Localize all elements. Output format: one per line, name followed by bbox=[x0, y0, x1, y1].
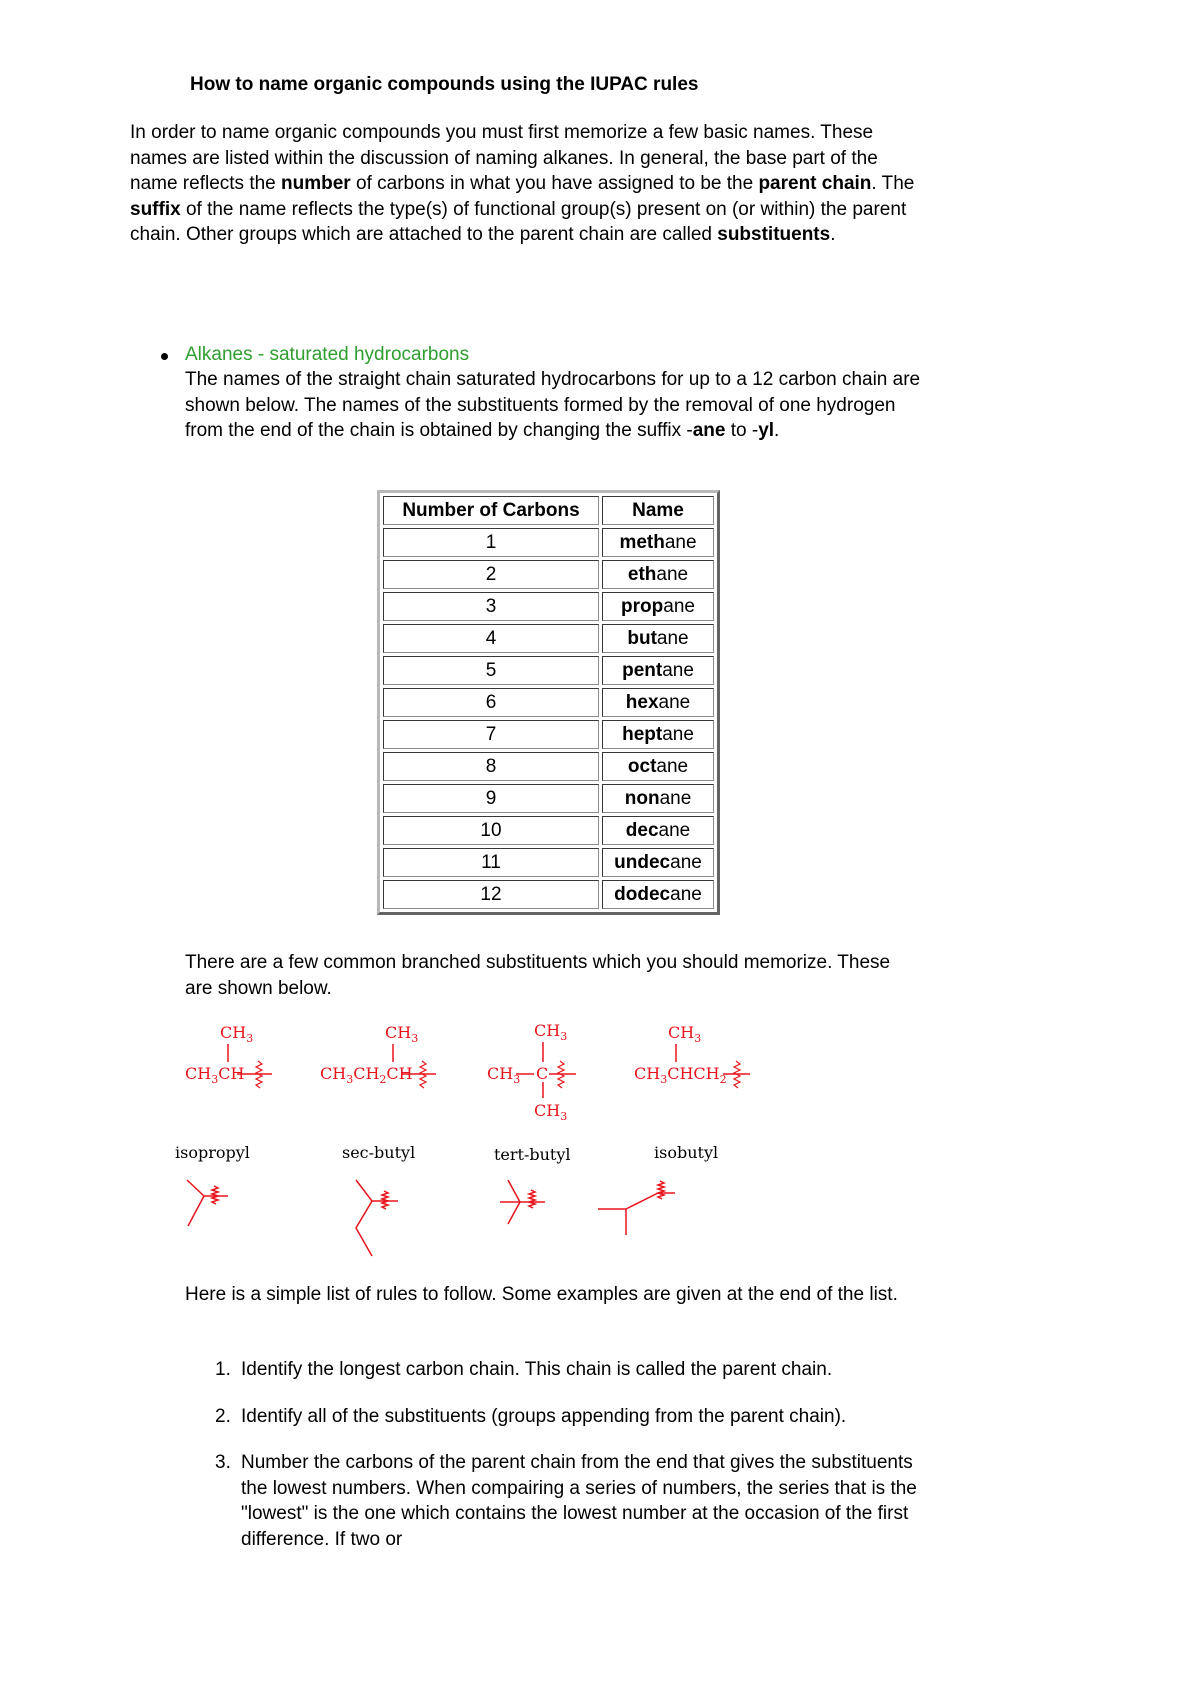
isopropyl-main: $CH_3CH$ bbox=[185, 1064, 245, 1086]
table-row bbox=[383, 592, 714, 621]
tert-butyl-skeletal bbox=[500, 1180, 545, 1224]
label-isobutyl: isobutyl bbox=[654, 1143, 719, 1162]
carbon-count-cell: 1 bbox=[383, 528, 599, 557]
alkane-name-cell: ethane bbox=[602, 560, 714, 589]
label-tert-butyl: tert-butyl bbox=[494, 1145, 571, 1164]
carbon-count-cell: 12 bbox=[383, 880, 599, 909]
branched-substituent-structures bbox=[170, 1018, 770, 1268]
table-row bbox=[383, 880, 714, 909]
alkane-name-cell: nonane bbox=[602, 784, 714, 813]
intro-paragraph: In order to name organic compounds you must first memorize a few basic names. These names are listed within the discussion of naming alkanes. In general, the base part of the name reflects the number of carbons in what you have assigned to be the parent chain. The suffix of the name reflects the type(s) of functional group(s) present on (or within) the parent chain. Other groups which are attached to the parent chain are called substituents. bbox=[130, 122, 915, 245]
tert-butyl-ch3-bottom: $CH_3$ bbox=[534, 1101, 568, 1123]
alkane-name-cell: heptane bbox=[602, 720, 714, 749]
carbon-count-cell: 9 bbox=[383, 784, 599, 813]
table-row bbox=[383, 528, 714, 557]
alkane-name-cell: octane bbox=[602, 752, 714, 781]
alkane-name-cell: decane bbox=[602, 816, 714, 845]
alkane-name-cell: propane bbox=[602, 592, 714, 621]
isopropyl-ch3-top: $CH_3$ bbox=[220, 1023, 254, 1045]
table-row bbox=[383, 688, 714, 717]
sec-butyl-ch3-top: $CH_3$ bbox=[385, 1023, 419, 1045]
tert-butyl-carbon: C bbox=[536, 1064, 549, 1083]
table-row bbox=[383, 624, 714, 653]
table-header-row bbox=[383, 496, 714, 525]
carbon-count-cell: 4 bbox=[383, 624, 599, 653]
carbon-count-cell: 7 bbox=[383, 720, 599, 749]
alkanes-section: Alkanes - saturated hydrocarbons The names of the straight chain saturated hydrocarbons for up to a 12 carbon chain are shown below. The names of the substituents formed by the removal of one hydrogen from the end of the chain is obtained by changing the suffix -ane to -yl. bbox=[185, 342, 925, 443]
carbon-count-cell: 11 bbox=[383, 848, 599, 877]
table-row bbox=[383, 560, 714, 589]
table-row bbox=[383, 656, 714, 685]
list-item: 2. Identify all of the substituents (groups appending from the parent chain). bbox=[215, 1405, 847, 1427]
table-row bbox=[383, 848, 714, 877]
sec-butyl-skeletal bbox=[356, 1180, 398, 1256]
tert-butyl-ch3-top: $CH_3$ bbox=[534, 1021, 568, 1043]
table-row bbox=[383, 784, 714, 813]
alkane-name-cell: dodecane bbox=[602, 880, 714, 909]
carbon-count-cell: 5 bbox=[383, 656, 599, 685]
header-number-of-carbons: Number of Carbons bbox=[383, 496, 599, 525]
carbon-count-cell: 8 bbox=[383, 752, 599, 781]
sec-butyl-structure bbox=[320, 1023, 436, 1088]
carbon-count-cell: 3 bbox=[383, 592, 599, 621]
list-item: 1. Identify the longest carbon chain. This chain is called the parent chain. bbox=[215, 1359, 833, 1380]
page-title: How to name organic compounds using the IUPAC rules bbox=[190, 74, 699, 95]
label-isopropyl: isopropyl bbox=[175, 1143, 250, 1162]
label-sec-butyl: sec-butyl bbox=[342, 1143, 416, 1162]
rules-list bbox=[198, 1357, 918, 1573]
alkane-name-cell: hexane bbox=[602, 688, 714, 717]
isobutyl-main: $CH_3CHCH_2$ bbox=[634, 1064, 727, 1086]
bullet-icon bbox=[161, 353, 168, 360]
tert-butyl-ch3-left: $CH_3$ bbox=[487, 1064, 521, 1086]
rules-intro: Here is a simple list of rules to follow. Some examples are given at the end of the list. bbox=[185, 1284, 898, 1305]
list-item: 3. Number the carbons of the parent chain from the end that gives the substituents the lowest numbers. When compairing a series of numbers, the series that is the "lowest" is the one which contains the lowest number at the occasion of the first difference. If two or bbox=[215, 1452, 917, 1550]
isobutyl-skeletal bbox=[598, 1181, 675, 1235]
alkane-names-table bbox=[377, 490, 720, 915]
carbon-count-cell: 2 bbox=[383, 560, 599, 589]
alkane-name-cell: butane bbox=[602, 624, 714, 653]
table-row bbox=[383, 752, 714, 781]
tert-butyl-structure bbox=[487, 1021, 576, 1123]
alkane-name-cell: methane bbox=[602, 528, 714, 557]
sec-butyl-main: $CH_3CH_2CH$ bbox=[320, 1064, 413, 1086]
header-name: Name bbox=[602, 496, 714, 525]
isobutyl-ch3-top: $CH_3$ bbox=[668, 1023, 702, 1045]
isopropyl-skeletal bbox=[187, 1180, 228, 1226]
alkanes-heading: Alkanes - saturated hydrocarbons bbox=[185, 344, 470, 365]
isobutyl-structure bbox=[634, 1023, 750, 1088]
alkane-name-cell: undecane bbox=[602, 848, 714, 877]
alkane-name-cell: pentane bbox=[602, 656, 714, 685]
isopropyl-structure bbox=[185, 1023, 272, 1088]
carbon-count-cell: 10 bbox=[383, 816, 599, 845]
branched-paragraph: There are a few common branched substituents which you should memorize. These are shown below. bbox=[185, 952, 891, 999]
table-row bbox=[383, 720, 714, 749]
carbon-count-cell: 6 bbox=[383, 688, 599, 717]
table-row bbox=[383, 816, 714, 845]
